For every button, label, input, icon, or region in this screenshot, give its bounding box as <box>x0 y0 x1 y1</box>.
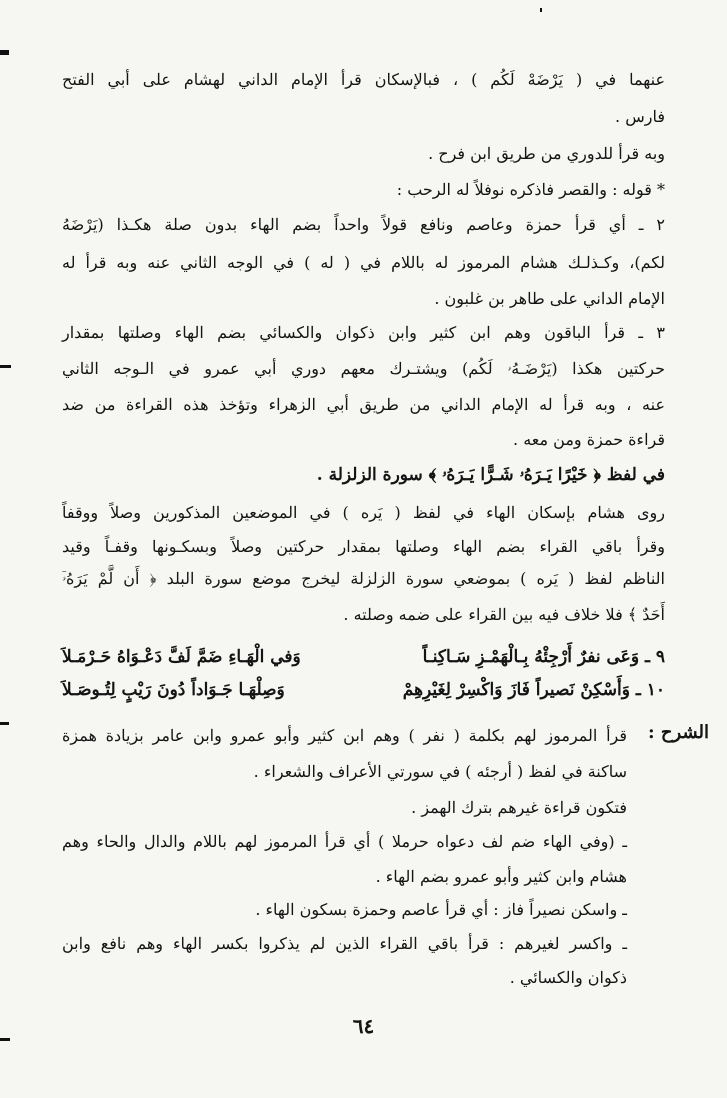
body-line-8: ٣ ـ قرأ الباقون وهم ابن كثير وابن ذكوان والكسائي بضم الهاء وصلتها بمقدار <box>62 323 665 342</box>
body-line-6: لكم)، وكـذلـك هشام المرموز له باللام في ( له ) في الوجه الثاني عنه وبه قرأ له <box>62 253 665 272</box>
scan-edge-mark-middle <box>0 365 11 368</box>
body-line-16: أَحَدٌ ﴾ فلا خلاف فيه بين القراء على ضمه وصلته . <box>343 605 665 624</box>
body-line-13: روى هشام بإسكان الهاء في لفظ ( يَره ) في الموضعين المذكورين وصلاً ووقفاً <box>62 503 665 522</box>
body-line-11: قراءة حمزة ومن معه . <box>513 430 665 449</box>
page-number: ٦٤ <box>352 1014 375 1038</box>
body-line-3: وبه قرأ للدوري من طريق ابن فرح . <box>428 144 665 163</box>
body-line-14: وقرأ باقي القراء بضم الهاء وصلتها بمقدار حركتين وصلاً وبسكـونها وقفـاً وقيد <box>62 537 665 556</box>
body-line-19: فتكون قراءة غيرهم بترك الهمز . <box>411 798 627 817</box>
quote-line: * قوله : والقصر فاذكره نوفلاً له الرحب : <box>396 180 665 199</box>
verse-10-second-hemistich: وَصِلْهَـا جَـوَاداً دُونَ رَيْبٍ لِتُـوصَـلاَ <box>62 680 285 700</box>
body-line-5: ٢ ـ أي قرأ حمزة وعاصم ونافع قولاً واحداً بضم الهاء بدون صلة هكـذا (يَرْضَهُ <box>62 215 665 234</box>
verse-10-first-hemistich: ١٠ ـ وَأَسْكِنْ نَصيراً فَازَ وَاكْسِرْ لِغَيْرِهِمْ <box>402 680 665 700</box>
body-line-7: الإمام الداني على طاهر بن غلبون . <box>434 289 665 308</box>
sharh-label: الشرح : <box>647 722 709 743</box>
body-line-2: فارس . <box>615 107 665 126</box>
scan-speck <box>540 8 542 12</box>
body-line-10: عنه ، وبه قرأ له الإمام الداني من طريق أبي الزهراء وتؤخذ هذه القراءة من ضد <box>62 395 666 414</box>
scan-edge-mark-top <box>0 50 9 55</box>
verse-9-second-hemistich: وَفي الْهَـاءِ ضَمَّ لَفَّ دَعْـوَاهُ حَـرْمَـلاَ <box>62 647 301 667</box>
body-line-17: قرأ المرموز لهم بكلمة ( نفر ) وهم ابن كثير وأبو عمرو وابن عامر بزيادة همزة <box>62 726 627 745</box>
body-line-15: الناظم لفظ ( يَره ) بموضعي سورة الزلزلة ليخرج موضع سورة البلد ﴿ أَن لَّمْ يَرَهُۥٓ <box>62 569 665 588</box>
body-line-21: هشام وابن كثير وأبو عمرو بضم الهاء . <box>375 867 627 886</box>
body-line-23: ـ واكسر لغيرهم : قرأ باقي القراء الذين لم يذكروا بكسر الهاء وهم نافع وابن <box>62 934 627 953</box>
scan-edge-mark-bottom <box>0 1038 10 1041</box>
section-heading-zalzala: في لفظ ﴿ خَيْرًا يَـرَهُۥ شَـرًّا يَـرَهُۥ ﴾ سورة الزلزلة . <box>316 465 665 485</box>
body-line-9: حركتين هكذا (يَرْضَـهُۥ لَكُم) ويشتـرك معهم دوري أبي عمرو في الـوجه الثاني <box>62 359 666 378</box>
body-line-20: ـ (وفي الهاء ضم لف دعواه حرملا ) أي قرأ المرموز لهم باللام والدال والحاء وهم <box>62 832 627 851</box>
body-line-1: عنهما في ( يَرْضَهْ لَكُم ) ، فبالإسكان قرأ الإمام الداني لهشام على أبي الفتح <box>62 70 665 89</box>
body-line-18: ساكنة في لفظ ( أرجئه ) في سورتي الأعراف والشعراء . <box>253 762 627 781</box>
verse-9-first-hemistich: ٩ ـ وَعَى نفرٌ أَرْجِئْهُ بِـالْهَمْـزِ سَـاكِنـاً <box>422 647 665 667</box>
body-line-24: ذكوان والكسائي . <box>509 968 627 987</box>
body-line-22: ـ واسكن نصيراً فاز : أي قرأ عاصم وحمزة بسكون الهاء . <box>255 900 627 919</box>
scan-edge-mark-lower <box>0 722 9 725</box>
